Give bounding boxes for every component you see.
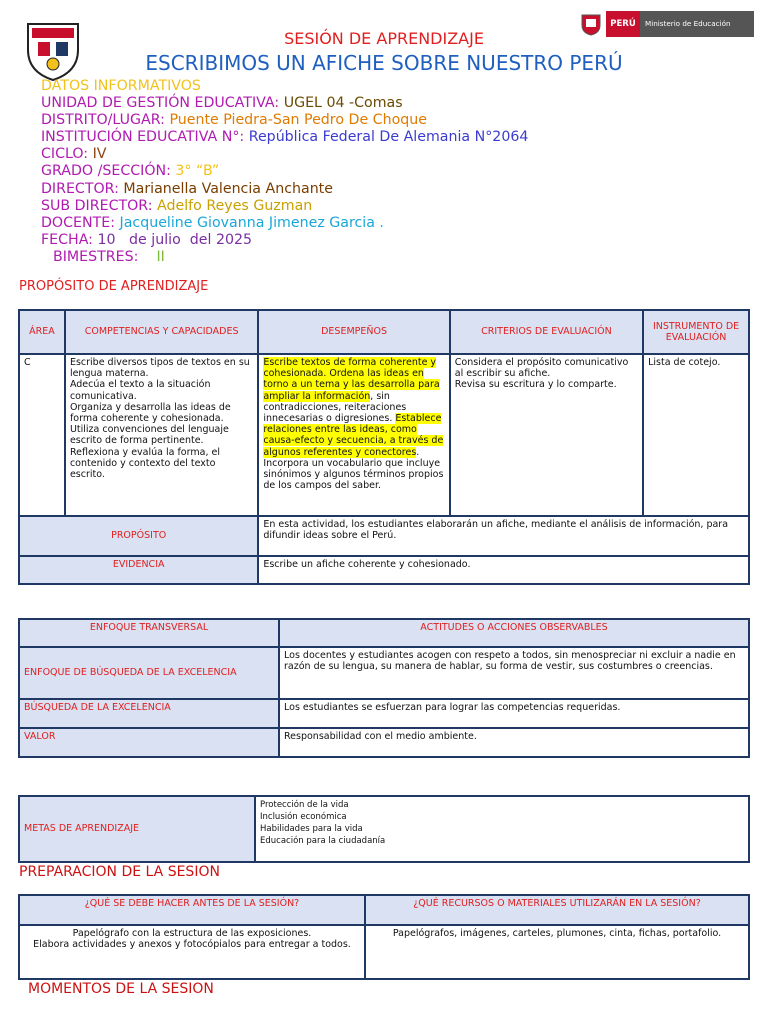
enfoque-text: Responsabilidad con el medio ambiente. <box>280 729 748 756</box>
momentos-heading: MOMENTOS DE LA SESION <box>28 981 214 997</box>
evidencia-label: EVIDENCIA <box>20 557 257 583</box>
info-row: CICLO: IV <box>41 146 107 163</box>
criterios-cell: Considera el propósito comunicativo al escribir su afiche. Revisa su escritura y lo comparte. <box>451 355 642 515</box>
header-enfoque: ENFOQUE TRANSVERSAL <box>20 620 278 646</box>
antes-text: Papelógrafo con la estructura de las exposiciones. Elabora actividades y anexos y fotocópialos para entregar a todos. <box>20 926 364 978</box>
enfoque-text: Los docentes y estudiantes acogen con respeto a todos, sin menospreciar ni excluir a nadie en razón de su lengua, su manera de hablar, su forma de vestir, sus costumbres o creencias. <box>280 648 748 698</box>
proposito-label: PROPÓSITO <box>20 517 257 555</box>
list-item: Inclusión económica <box>260 812 347 822</box>
ministry-label: Ministerio de Educación <box>640 11 754 37</box>
info-row: GRADO /SECCIÓN: 3° “B” <box>41 163 220 180</box>
metas-list <box>256 797 748 861</box>
header-competencias: COMPETENCIAS Y CAPACIDADES <box>66 311 257 353</box>
preparacion-heading: PREPARACION DE LA SESION <box>19 864 220 880</box>
metas-label: METAS DE APRENDIZAJE <box>20 797 254 861</box>
metas-table <box>18 795 750 863</box>
info-row: DISTRITO/LUGAR: Puente Piedra-San Pedro De Choque <box>41 112 427 129</box>
enfoques-table <box>18 618 750 758</box>
header-antes: ¿QUÉ SE DEBE HACER ANTES DE LA SESIÓN? <box>20 896 364 924</box>
header-criterios: CRITERIOS DE EVALUACIÓN <box>451 311 642 353</box>
preparacion-table <box>18 894 750 980</box>
header-recursos: ¿QUÉ RECURSOS O MATERIALES UTILIZARÁN EN LA SESIÓN? <box>366 896 748 924</box>
enfoque-label: ENFOQUE DE BÚSQUEDA DE LA EXCELENCIA <box>20 648 278 698</box>
recursos-text: Papelógrafos, imágenes, carteles, plumones, cinta, fichas, portafolio. <box>366 926 748 978</box>
info-row: FECHA: 10 de julio del 2025 <box>41 231 253 248</box>
info-row: UNIDAD DE GESTIÓN EDUCATIVA: UGEL 04 -Comas <box>41 95 403 112</box>
enfoque-text: Los estudiantes se esfuerzan para lograr las competencias requeridas. <box>280 700 748 727</box>
enfoque-label: VALOR <box>20 729 278 756</box>
info-row: INSTITUCIÓN EDUCATIVA N°: República Federal De Alemania N°2064 <box>41 129 529 146</box>
list-item: Protección de la vida <box>260 800 349 810</box>
evidencia-text: Escribe un afiche coherente y cohesionado. <box>259 557 748 583</box>
enfoque-label: BÚSQUEDA DE LA EXCELENCIA <box>20 700 278 727</box>
info-row: DIRECTOR: Marianella Valencia Anchante <box>41 180 333 197</box>
header-desempenos: DESEMPEÑOS <box>259 311 448 353</box>
instrumento-cell: Lista de cotejo. <box>644 355 748 515</box>
page-subtitle: ESCRIBIMOS UN AFICHE SOBRE NUESTRO PERÚ <box>145 51 623 75</box>
header-actitudes: ACTITUDES O ACCIONES OBSERVABLES <box>280 620 748 646</box>
propositos-table <box>18 309 750 585</box>
competencias-cell: Escribe diversos tipos de textos en su lengua materna. Adecúa el texto a la situación comunicativa. Organiza y desarrolla las ideas de forma coherente y cohesionada. Utiliza convenciones del lenguaje escrito de forma pertinente. Reflexiona y evalúa la forma, el contenido y contexto del texto escrito. <box>66 355 257 515</box>
proposito-text: En esta actividad, los estudiantes elaborarán un afiche, mediante el análisis de información, para difundir ideas sobre el Perú. <box>259 517 748 555</box>
proposito-heading: PROPÓSITO DE APRENDIZAJE <box>19 279 209 294</box>
info-row: BIMESTRES: II <box>53 248 165 265</box>
page-title: SESIÓN DE APRENDIZAJE <box>284 29 484 48</box>
info-row: DOCENTE: Jacqueline Giovanna Jimenez Garcia . <box>41 214 384 231</box>
header-area: ÁREA <box>20 311 64 353</box>
info-row: SUB DIRECTOR: Adelfo Reyes Guzman <box>41 197 313 214</box>
area-cell: C <box>20 355 64 515</box>
peru-label: PERÚ <box>606 11 640 37</box>
desempenos-cell: Escribe textos de forma coherente y cohesionada. Ordena las ideas en torno a un tema y las desarrolla para ampliar la información, sin contradicciones, reiteraciones innecesarias o digresiones. Establece relaciones entre las ideas, como causa-efecto y secuencia, a través de algunos referentes y conectores. Incorpora un vocabulario que incluye sinónimos y algunos términos propios de los campos del saber. <box>259 355 448 515</box>
list-item: Educación para la ciudadanía <box>260 836 386 846</box>
header-instrumento: INSTRUMENTO DE EVALUACIÓN <box>644 311 748 353</box>
info-heading: DATOS INFORMATIVOS <box>41 78 201 94</box>
datos-informativos <box>41 78 528 266</box>
list-item: Habilidades para la vida <box>260 824 363 834</box>
